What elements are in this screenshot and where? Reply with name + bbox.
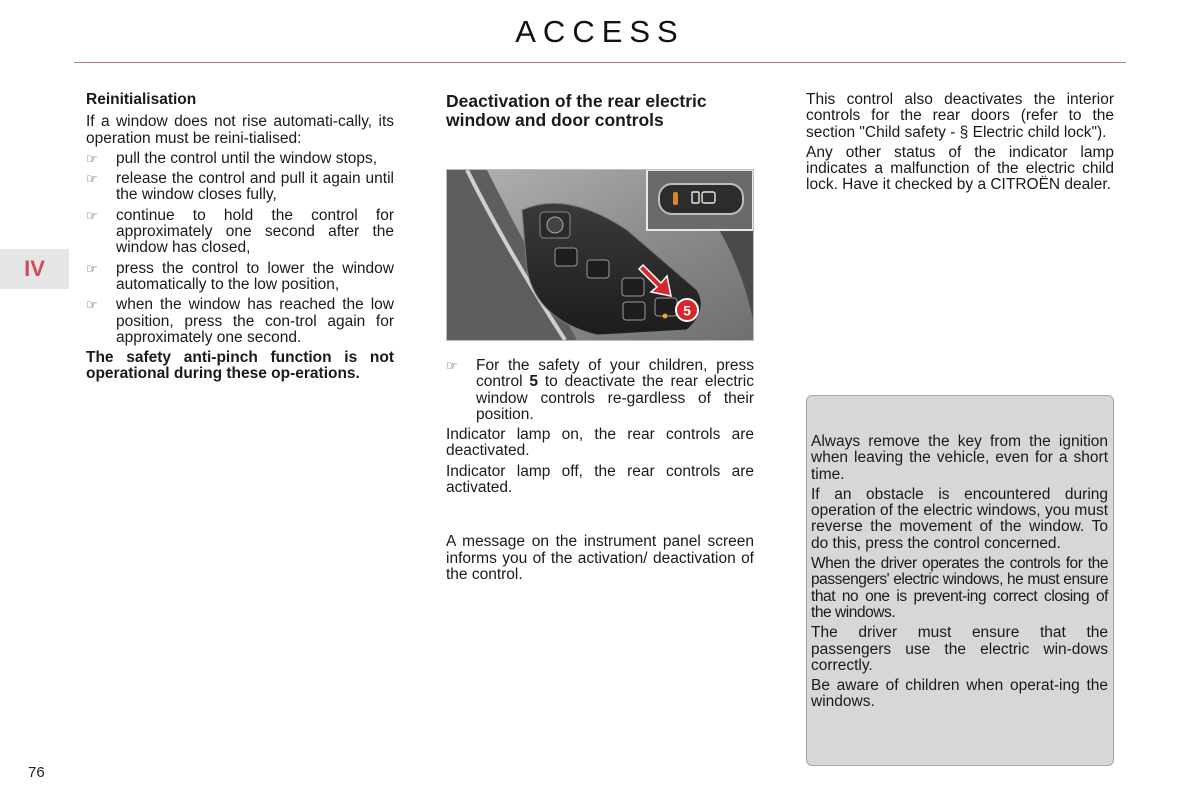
pointing-hand-icon: ☞ — [446, 358, 458, 373]
page-number: 76 — [28, 764, 45, 781]
page-title: ACCESS — [515, 14, 685, 49]
reinitialisation-steps — [86, 151, 394, 346]
lamp-on-text: Indicator lamp on, the rear controls are deactivated. — [446, 426, 754, 460]
door-panel-svg — [447, 170, 753, 340]
deactivation-body — [446, 358, 754, 587]
reinitialisation-intro: If a window does not rise automati-cally, its operation must be reini-tialised: — [86, 113, 394, 147]
list-item: ☞ when the window has reached the low position, press the con-trol again for approximately one second. — [86, 296, 394, 346]
warning-box-text — [811, 434, 1108, 715]
warning-paragraph: Be aware of children when operat-ing the windows. — [811, 677, 1108, 711]
deactivation-steps — [446, 358, 754, 423]
reinitialisation-column — [86, 92, 394, 387]
child-lock-column — [806, 92, 1114, 198]
header-divider — [74, 62, 1126, 63]
anti-pinch-warning: The safety anti-pinch function is not operational during these op-erations. — [86, 349, 394, 383]
list-item: ☞ continue to hold the control for approximately one second after the window has closed, — [86, 206, 394, 257]
warning-paragraph: When the driver operates the controls for the passengers' electric windows, he must ensure that no one is prevent-ing correct closing of the windows. — [811, 555, 1108, 621]
chapter-tab: IV — [0, 249, 69, 289]
pointing-hand-icon: ☞ — [86, 150, 98, 166]
warning-paragraph: Always remove the key from the ignition when leaving the vehicle, even for a short time. — [811, 433, 1108, 483]
list-item: ☞ pull the control until the window stops, — [86, 149, 378, 167]
control-5-callout: 5 — [683, 302, 691, 319]
list-item: ☞ press the control to lower the window automatically to the low position, — [86, 259, 394, 293]
warning-paragraph: The driver must ensure that the passengers use the electric win-dows correctly. — [811, 624, 1108, 674]
list-item: ☞ release the control and pull it again until the window closes fully, — [86, 170, 394, 204]
pointing-hand-icon: ☞ — [86, 260, 98, 276]
pointing-hand-icon: ☞ — [86, 207, 98, 223]
instrument-panel-message: A message on the instrument panel screen informs you of the activation/ deactivation of the control. — [446, 533, 754, 583]
deactivation-column — [446, 92, 754, 129]
deactivation-title: Deactivation of the rear electric window and door controls — [446, 91, 707, 130]
door-control-illustration — [446, 169, 754, 341]
pointing-hand-icon: ☞ — [86, 171, 98, 187]
child-lock-paragraph: This control also deactivates the interior controls for the rear doors (refer to the section "Child safety - § Electric child lock"). — [806, 91, 1114, 141]
control-number: 5 — [529, 373, 538, 391]
pointing-hand-icon: ☞ — [86, 297, 98, 313]
list-item: ☞ For the safety of your children, press control 5 to deactivate the rear electric window controls re-gardless of their position. — [446, 357, 754, 423]
reinitialisation-heading: Reinitialisation — [86, 91, 197, 108]
lamp-off-text: Indicator lamp off, the rear controls are activated. — [446, 462, 754, 497]
malfunction-paragraph: Any other status of the indicator lamp indicates a malfunction of the electric child lock. Have it checked by a CITROËN dealer. — [806, 143, 1114, 194]
warning-paragraph: If an obstacle is encountered during operation of the electric windows, you must reverse the movement of the window. To do this, press the control concerned. — [811, 485, 1108, 552]
